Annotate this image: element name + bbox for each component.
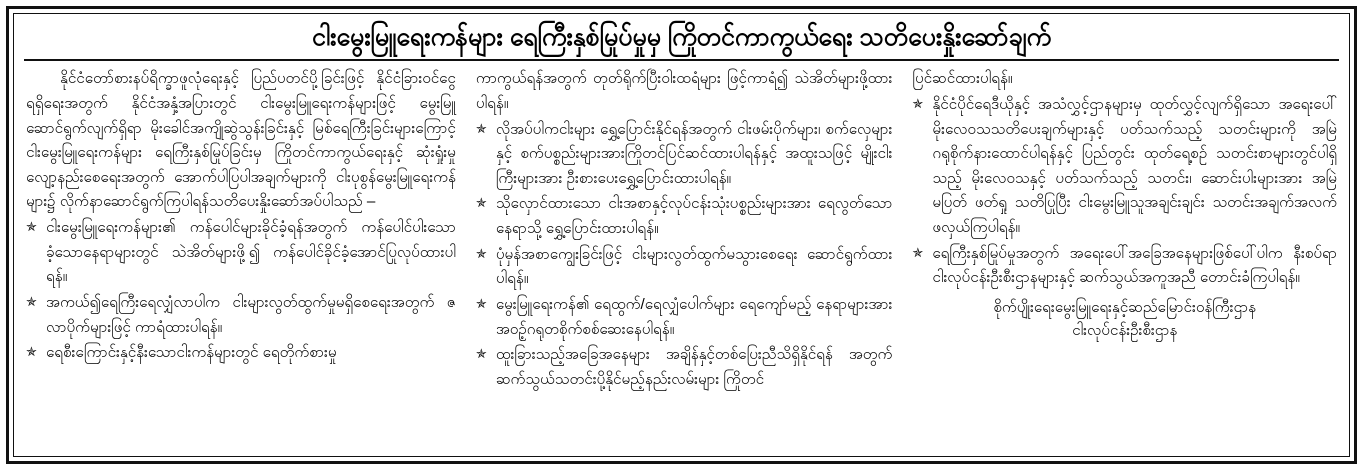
star-bullet-icon: ✯ [475, 195, 487, 211]
list-item [476, 192, 893, 241]
article-columns [24, 67, 1339, 393]
paragraph: ကာကွယ်ရန်အတွက် တုတ်ရိုက်ပြီးဝါးထရံများ ဖြင့်ကာရံ၍ သဲအိတ်များဖို့ထားပါရန်။ [475, 70, 893, 112]
list-item-text: ပုံမှန်အစာကျွေးခြင်းဖြင့် ငါးများလွတ်ထွက်မသွားစေရေး ဆောင်ရွက်ထားပါရန်။ [495, 245, 893, 288]
list-item-text: အကယ်၍ရေကြီးရေလျှံလာပါက ငါးများလွတ်ထွက်မှုမရှိစေရေးအတွက် ဇလာပိုက်များဖြင့် ကာရံထားပါရန်။ [46, 293, 456, 336]
star-bullet-icon: ✯ [475, 346, 487, 362]
list-item-text: မွေးမြူရေးကန်၏ ရေထွက်/ရေလျှံပေါက်များ ရေကျော်မည့် နေရာများအား အဝဥ့်ဂရုတစိုက်စစ်ဆေးနေပါရန်။ [495, 295, 893, 338]
list-item-text: ငါးမွေးမြူရေးကန်များ၏ ကန်ပေါင်များခိုင်ခံ့ရန်အတွက် ကန်ပေါင်ပါးသောခံ့သောနေရာများတွင် သဲအိတ်များဖို့၍ ကန်ပေါင်ခိုင်ခံ့အောင်ပြုလုပ်ထားပါရန်။ [46, 219, 456, 286]
title-divider [24, 59, 1339, 61]
star-bullet-icon: ✯ [912, 95, 924, 111]
signature-block [912, 297, 1337, 343]
column-3 [902, 67, 1339, 342]
star-bullet-icon: ✯ [475, 295, 487, 311]
list-item-text: သိုလှောင်ထားသော ငါးအစာနှင့်လုပ်ငန်းသုံးပစ္စည်းများအား ရေလွတ်သောနေရာသို့ ရွှေ့ပြောင်းထားပါရန်။ [495, 195, 893, 237]
list-item [26, 216, 456, 290]
star-bullet-icon: ✯ [475, 120, 487, 136]
list-item [476, 293, 893, 342]
page-title: ငါးမွေးမြူရေးကန်များ ရေကြီးနှစ်မြုပ်မှုမှ ကြိုတင်ကာကွယ်ရေး သတိပေးနှိုးဆော်ချက် [311, 23, 1052, 51]
signature-office: ငါးလုပ်ငန်းဦးစီးဌာန [1072, 321, 1178, 339]
list-item-text: လိုအပ်ပါကငါးများ ရွှေ့ပြောင်းနိုင်ရန်အတွက် ငါးဖမ်းပိုက်များ၊ စက်လှေများနှင့် စက်ပစ္စည်းများအားကြိုတင်ပြင်ဆင်ထားပါရန်နှင့် အထူးသဖြင့် မျိုးငါးကြီးများအား ဦးစားပေးရွှေ့ပြောင်းထားပါရန်။ [495, 120, 893, 187]
star-bullet-icon: ✯ [26, 219, 37, 234]
list-item [476, 243, 893, 292]
list-item [476, 118, 893, 192]
column-1 [24, 67, 466, 367]
paragraph: ပြင်ဆင်ထားပါရန်။ [912, 70, 1013, 88]
list-item [476, 343, 893, 392]
list-item [912, 93, 1337, 241]
star-bullet-icon: ✯ [26, 293, 37, 309]
star-bullet-icon: ✯ [26, 344, 37, 360]
list-item [26, 341, 456, 366]
list-item [26, 291, 456, 340]
list-item-text: နိုင်ငံပိုင်ရေဒီယိုနှင့် အသံလွှင့်ဌာနများမှ ထုတ်လွှင့်လျက်ရှိသော အရေးပေါ်မိုးလေဝသသတိပေးချက်များနှင့် ပတ်သက်သည့် သတင်းများကို အမြဲဂရုစိုက်နားထောင်ပါရန်နှင့် ပြည်တွင်း ထုတ်ရေ့စဉ် သတင်းစာများတွင်ပါရှိသည့် မိုးလေဝသနှင့် ပတ်သက်သည့် သတင်း၊ ဆောင်းပါးများအား အမြဲမပြတ် ဖတ်ရှု သတိပြုပြီး ငါးမွေးမြူသူအချင်းချင်း သတင်းအချက်အလက် ဖလှယ်ကြပါရန်။ [932, 95, 1337, 236]
inner-border [13, 13, 1350, 457]
star-bullet-icon: ✯ [912, 244, 924, 260]
column-2 [466, 67, 903, 393]
list-item-text: ထူးခြားသည့်အခြေအနေများ အချိန်နှင့်တစ်ပြေးညီသိရှိနိုင်ရန် အတွက်ဆက်သွယ်သတင်းပို့နိုင်မည့်နည်းလမ်းများ ကြိုတင် [495, 346, 893, 388]
list-item-text: ရေစီးကြောင်းနှင့်နီးသောငါးကန်များတွင် ရေတိုက်စားမှု [46, 344, 337, 362]
outer-border [6, 6, 1357, 464]
signature-department: စိုက်ပျိုးရေးမွေးမြူရေးနှင့်ဆည်မြောင်းဝန်ကြီးဌာန [993, 298, 1257, 316]
list-item [912, 242, 1337, 291]
paragraph: နိုင်ငံတော်စားနပ်ရိက္ခာဖူလုံရေးနှင့် ပြည်ပတင်ပို့ခြင်းဖြင့် နိုင်ငံခြားဝင်ငွေရရှိရေးအတွက် နိုင်ငံအနှံ့အပြားတွင် ငါးမွေးမြူရေးကန်များဖြင့် မွေးမြူဆောင်ရွက်လျက်ရှိရာ မိုးခေါင်အကျိုဆွဲသွန်းခြင်းနှင့် မြစ်ရေကြီးခြင်းများကြောင့် ငါးမွေးမြူရေးကန်များ ရေကြီးနှစ်မြုပ်ခြင်းမှ ကြိုတင်ကာကွယ်ရေးနှင့် ဆုံးရှုံးမှုလျော့နည်းစေရေးအတွက် အောက်ပါပြပါအချက်များကို ငါးပုစွန်မွေးမြူရေးကန်များ၌ လိုက်နာဆောင်ရွက်ကြပါရန်သတိပေးနှိုးဆော်အပ်ပါသည် – [26, 70, 456, 211]
star-bullet-icon: ✯ [475, 245, 487, 261]
list-item-text: ရေကြီးနှစ်မြုပ်မှုအတွက် အရေးပေါ်အခြေအနေများဖြစ်ပေါ်ပါက နီးစပ်ရာငါးလုပ်ငန်းဦးစီးဌာနများနှင့် ဆက်သွယ်အကူအညီ တောင်းခံကြပါရန်။ [932, 244, 1337, 287]
